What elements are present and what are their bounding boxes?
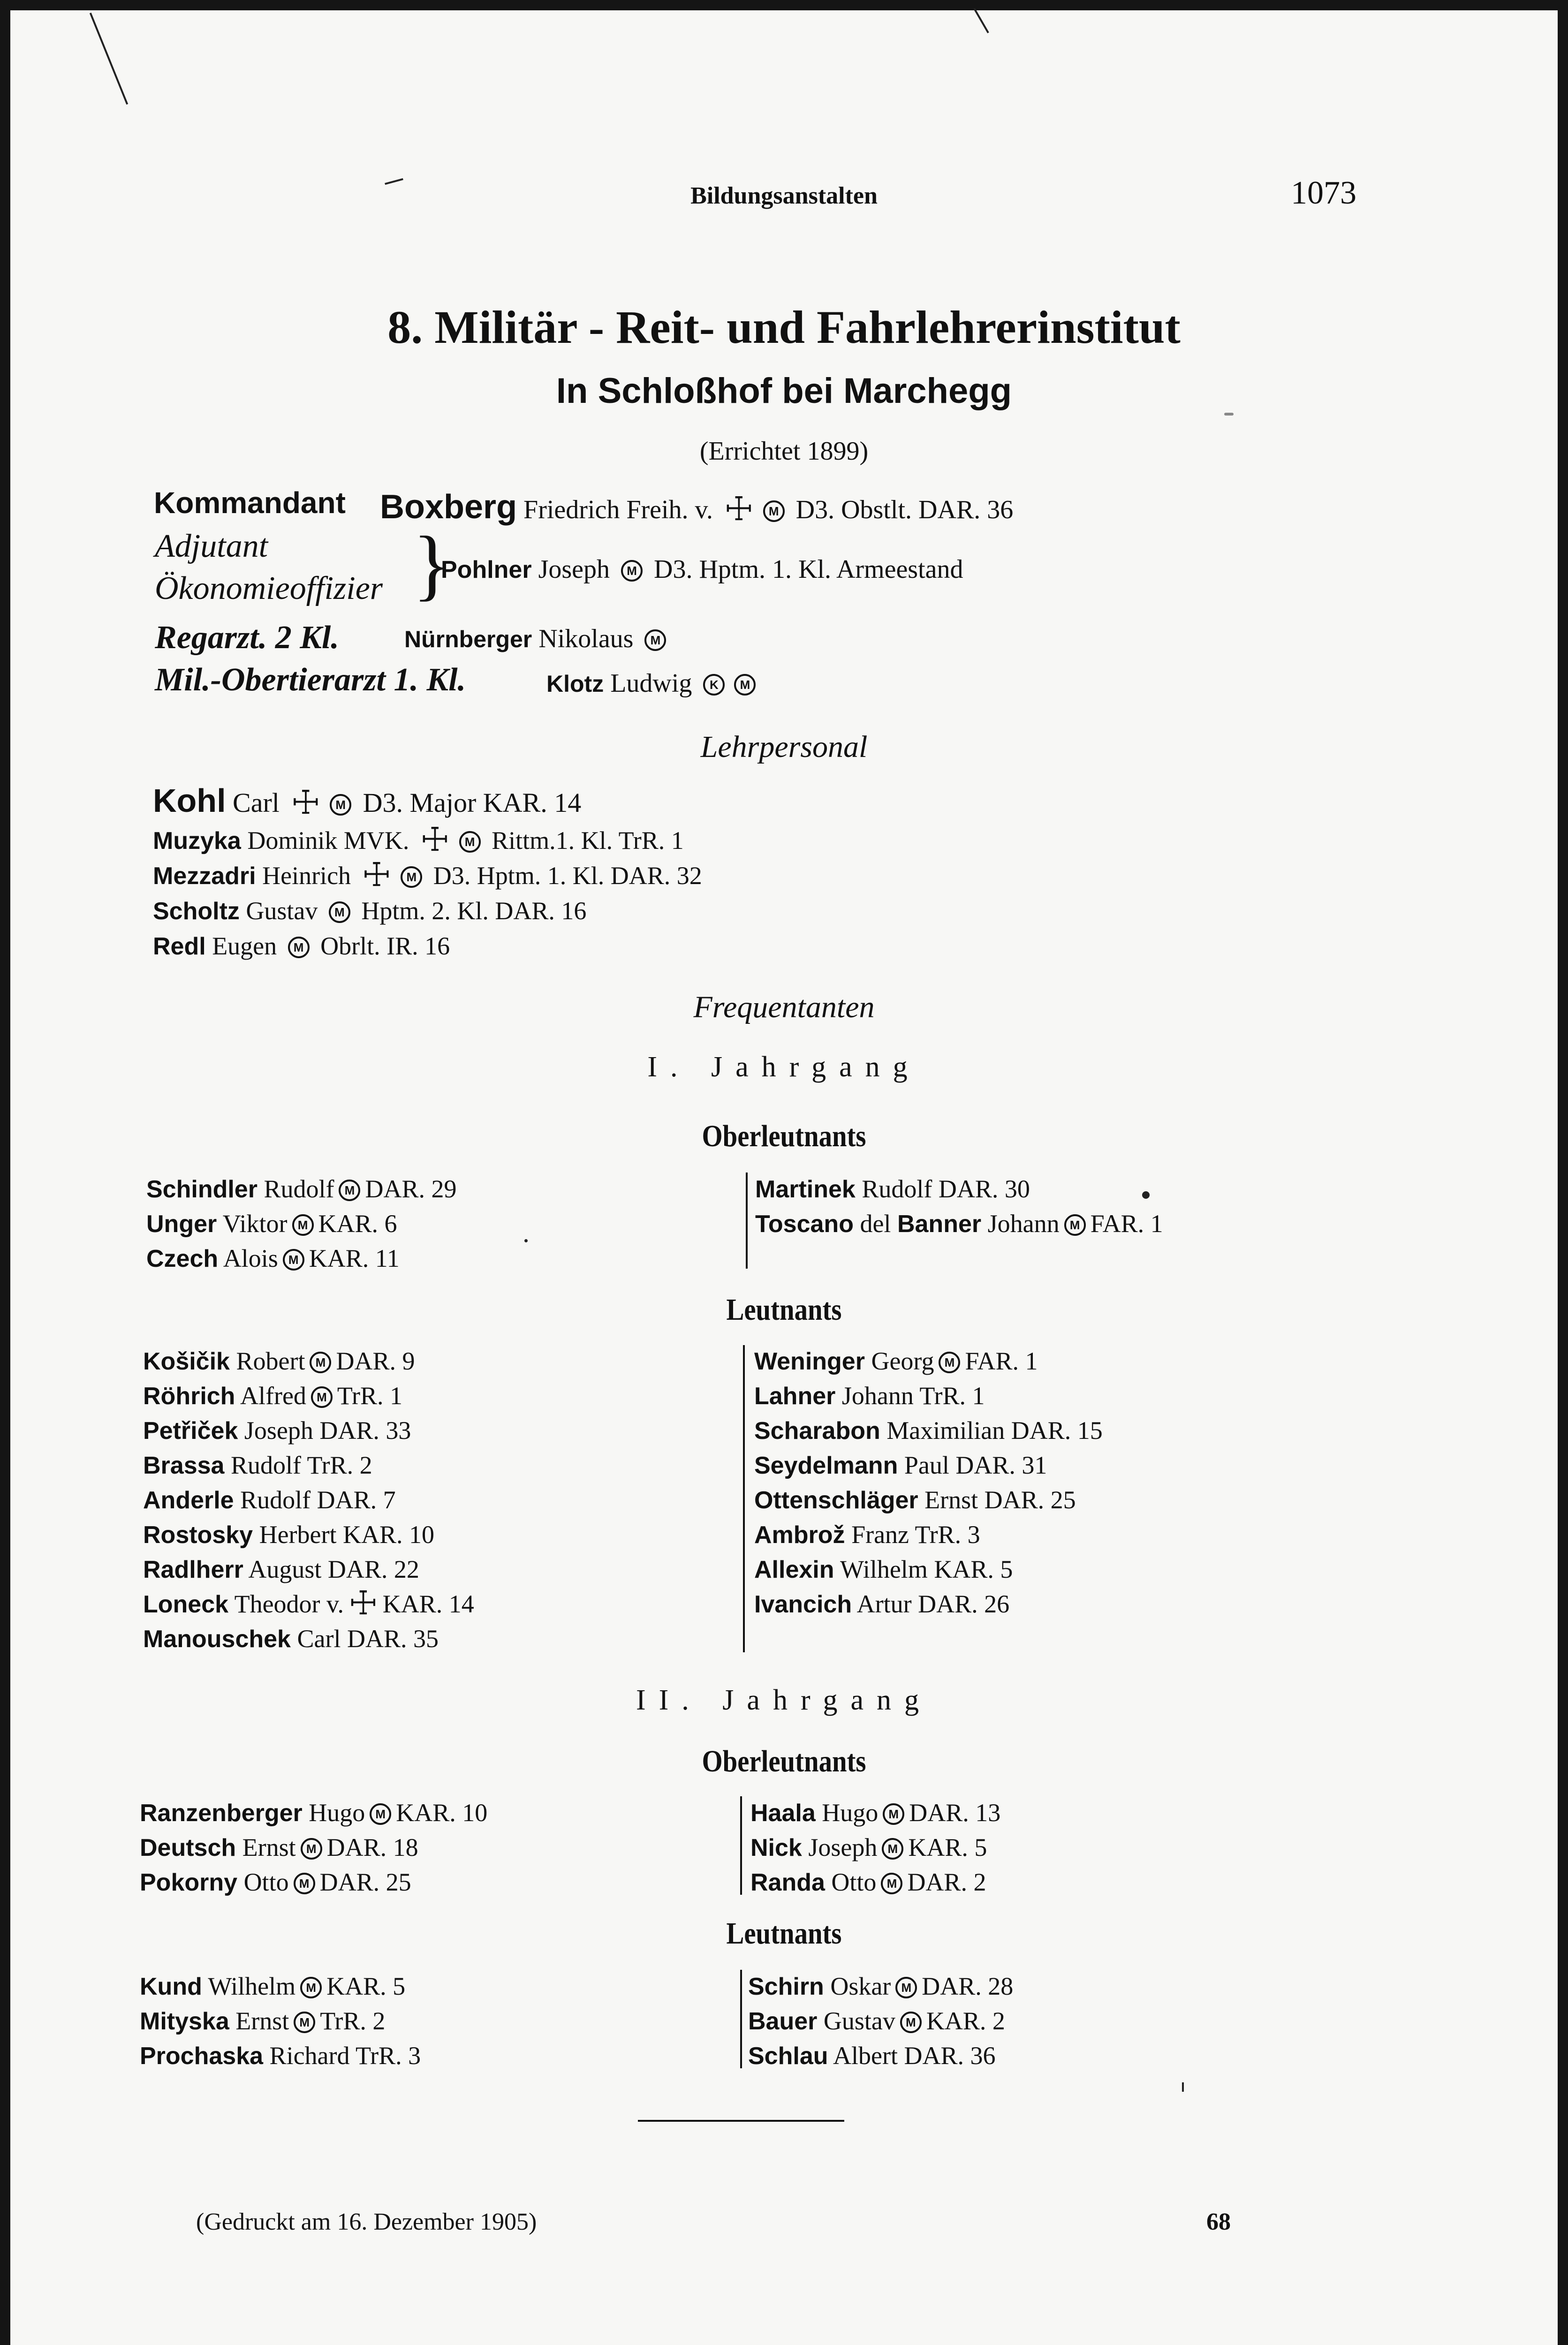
regarzt-entry (404, 624, 671, 654)
cross-decoration-icon: ☩ (348, 1586, 378, 1622)
tierarzt-given: Ludwig (610, 669, 692, 698)
merit-badge-icon: M (292, 1214, 314, 1236)
merit-badge-icon: M (283, 1249, 304, 1271)
year2-leutnants-heading: Leutnants (726, 1916, 842, 1951)
signature-mark: 68 (1206, 2209, 1231, 2235)
merit-badge-icon: M (300, 1977, 322, 1998)
adjutant-role: Adjutant (155, 528, 268, 564)
merit-badge-icon: M (1064, 1214, 1086, 1236)
student-entry: Unger Viktor M KAR. 6 (146, 1210, 397, 1238)
merit-badge-icon: M (339, 1180, 360, 1201)
student-entry: Manouschek Carl DAR. 35 (143, 1625, 439, 1653)
student-entry: Košičik Robert M DAR. 9 (143, 1347, 415, 1375)
student-entry: Czech Alois M KAR. 11 (146, 1244, 400, 1272)
teaching-entry: Muzyka Dominik MVK. ☩ M Rittm.1. Kl. TrR. 1 (153, 822, 684, 858)
merit-badge-icon: M (329, 901, 350, 923)
teaching-entry: Kohl Carl ☩ M D3. Major KAR. 14 (153, 782, 582, 821)
student-entry: Weninger Georg M FAR. 1 (754, 1347, 1038, 1375)
student-entry: Ambrož Franz TrR. 3 (754, 1520, 980, 1549)
student-entry: Nick Joseph M KAR. 5 (750, 1833, 987, 1861)
student-entry: Toscano del Banner Johann M FAR. 1 (755, 1210, 1163, 1238)
cross-decoration-icon: ☩ (362, 857, 392, 893)
student-entry: Schirn Oskar M DAR. 28 (748, 1972, 1014, 2000)
merit-badge-icon: M (644, 629, 666, 651)
student-entry: Seydelmann Paul DAR. 31 (754, 1451, 1047, 1479)
merit-badge-icon: M (882, 1838, 903, 1860)
merit-badge-icon: M (401, 866, 422, 888)
student-entry: Scharabon Maximilian DAR. 15 (754, 1416, 1103, 1445)
tierarzt-surname: Klotz (546, 671, 604, 697)
page-number: 1073 (1291, 175, 1356, 211)
merit-badge-icon: M (294, 2012, 315, 2033)
closing-rule (638, 2120, 844, 2122)
student-entry: Mityska Ernst M TrR. 2 (140, 2007, 386, 2035)
year2-heading: II. Jahrgang (636, 1684, 932, 1716)
column-divider (740, 1796, 742, 1895)
merit-badge-icon: M (288, 937, 310, 958)
scan-mark (1182, 2082, 1184, 2092)
merit-badge-icon: M (294, 1873, 315, 1894)
brace-icon: } (413, 520, 451, 608)
regarzt-given: Nikolaus (538, 624, 634, 653)
merit-badge-icon: M (900, 2012, 922, 2033)
student-entry: Pokorny Otto M DAR. 25 (140, 1868, 411, 1896)
commandant-tail: D3. Obstlt. DAR. 36 (795, 495, 1014, 524)
student-entry: Schindler Rudolf M DAR. 29 (146, 1175, 457, 1203)
merit-badge-icon: M (883, 1803, 904, 1825)
student-entry: Anderle Rudolf DAR. 7 (143, 1486, 396, 1514)
merit-badge-icon: M (310, 1352, 331, 1373)
commandant-role: Kommandant (154, 486, 346, 520)
year1-leutnants-heading: Leutnants (726, 1293, 842, 1327)
student-entry: Allexin Wilhelm KAR. 5 (754, 1555, 1013, 1583)
student-entry: Petřiček Joseph DAR. 33 (143, 1416, 411, 1445)
adjutant-surname: Pohlner (441, 556, 532, 583)
merit-badge-icon: M (939, 1352, 960, 1373)
student-entry: Schlau Albert DAR. 36 (748, 2042, 996, 2070)
cross-decoration-icon: ☩ (724, 492, 754, 528)
student-entry: Bauer Gustav M KAR. 2 (748, 2007, 1005, 2035)
commandant-surname: Boxberg (380, 488, 517, 526)
column-divider (740, 1970, 742, 2068)
section-title: 8. Militär - Reit- und Fahrlehrerinstitut (387, 301, 1181, 353)
column-divider (743, 1345, 745, 1652)
student-entry: Ivancich Artur DAR. 26 (754, 1590, 1010, 1618)
merit-badge-icon: M (330, 794, 351, 816)
cross-decoration-icon: ☩ (420, 822, 450, 858)
scan-mark (90, 13, 128, 105)
year1-oberleutnants-heading: Oberleutnants (702, 1119, 866, 1153)
scan-mark (973, 8, 989, 33)
merit-badge-icon: M (311, 1386, 333, 1408)
scan-mark (1224, 413, 1234, 416)
student-entry: Radlherr August DAR. 22 (143, 1555, 419, 1583)
tierarzt-entry (546, 668, 760, 698)
running-title: Bildungsanstalten (690, 182, 878, 209)
commandant-entry (380, 488, 1013, 526)
teaching-entry: Redl Eugen M Obrlt. IR. 16 (153, 932, 450, 960)
student-entry: Rostosky Herbert KAR. 10 (143, 1520, 434, 1549)
commandant-given: Friedrich Freih. v. (523, 495, 713, 524)
regarzt-role: Regarzt. 2 Kl. (155, 620, 339, 656)
teaching-entry: Mezzadri Heinrich ☩ M D3. Hptm. 1. Kl. DAR. 32 (153, 857, 702, 893)
students-heading: Frequentanten (693, 990, 875, 1024)
merit-badge-icon: M (734, 674, 756, 696)
adjutant-given: Joseph (538, 555, 610, 584)
student-entry: Prochaska Richard TrR. 3 (140, 2042, 421, 2070)
k-badge-icon: K (703, 674, 725, 696)
student-entry: Haala Hugo M DAR. 13 (750, 1799, 1001, 1827)
student-entry: Kund Wilhelm M KAR. 5 (140, 1972, 406, 2000)
adjutant-tail: D3. Hptm. 1. Kl. Armeestand (654, 555, 963, 584)
merit-badge-icon: M (301, 1838, 322, 1860)
merit-badge-icon: M (895, 1977, 917, 1998)
section-place: In Schloßhof bei Marchegg (556, 371, 1012, 411)
student-entry: Röhrich Alfred M TrR. 1 (143, 1382, 403, 1410)
adjutant-entry (441, 554, 963, 584)
column-divider (746, 1172, 748, 1269)
year1-heading: I. Jahrgang (647, 1051, 921, 1083)
cross-decoration-icon: ☩ (291, 785, 321, 821)
student-entry: Ranzenberger Hugo M KAR. 10 (140, 1799, 488, 1827)
student-entry: Deutsch Ernst M DAR. 18 (140, 1833, 418, 1861)
merit-badge-icon: M (881, 1873, 902, 1894)
tierarzt-role: Mil.-Obertierarzt 1. Kl. (155, 662, 466, 698)
teaching-heading: Lehrpersonal (700, 730, 868, 764)
student-entry: Ottenschläger Ernst DAR. 25 (754, 1486, 1076, 1514)
student-entry: Randa Otto M DAR. 2 (750, 1868, 986, 1896)
scan-mark (1142, 1191, 1150, 1199)
student-entry: Brassa Rudolf TrR. 2 (143, 1451, 372, 1479)
student-entry: Loneck Theodor v. ☩ KAR. 14 (143, 1586, 474, 1622)
student-entry: Martinek Rudolf DAR. 30 (755, 1175, 1030, 1203)
print-date: (Gedruckt am 16. Dezember 1905) (196, 2209, 537, 2235)
section-established: (Errichtet 1899) (699, 437, 869, 466)
scan-mark (524, 1239, 528, 1242)
merit-badge-icon: M (763, 500, 785, 522)
year2-oberleutnants-heading: Oberleutnants (702, 1744, 866, 1778)
merit-badge-icon: M (370, 1803, 391, 1825)
student-entry: Lahner Johann TrR. 1 (754, 1382, 985, 1410)
economy-officer-role: Ökonomieoffizier (155, 570, 383, 606)
merit-badge-icon: M (621, 560, 643, 582)
regarzt-surname: Nürnberger (404, 626, 532, 652)
teaching-entry: Scholtz Gustav M Hptm. 2. Kl. DAR. 16 (153, 897, 587, 925)
merit-badge-icon: M (459, 831, 481, 853)
